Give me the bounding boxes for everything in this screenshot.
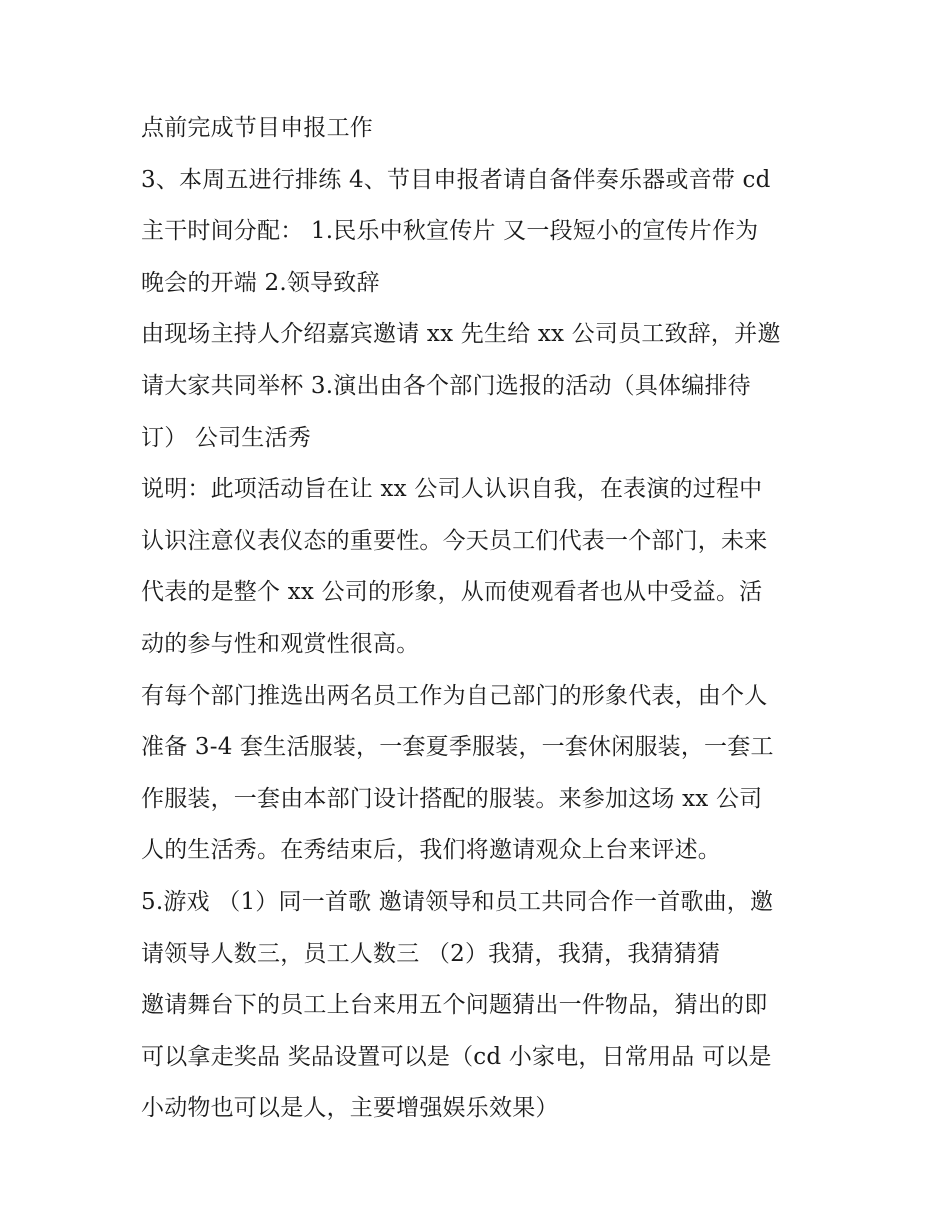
text-line: 准备 3-4 套生活服装，一套夏季服装，一套休闲服装，一套工 [141, 734, 774, 761]
text-line: 人的生活秀。在秀结束后，我们将邀请观众上台来评述。 [141, 837, 721, 864]
text-line: 晚会的开端 2.领导致辞 [141, 269, 380, 296]
text-line: 可以拿走奖品 奖品设置可以是（cd 小家电，日常用品 可以是 [141, 1043, 772, 1070]
text-line: 请领导人数三，员工人数三 （2）我猜，我猜，我猜猜猜 [141, 940, 721, 967]
text-line: 动的参与性和观赏性很高。 [141, 630, 420, 657]
text-line: 说明：此项活动旨在让 xx 公司人认识自我，在表演的过程中 [141, 476, 763, 503]
text-line: 3、本周五进行排练 4、节目申报者请自备伴奏乐器或音带 cd [141, 166, 771, 193]
text-line: 主干时间分配： 1.民乐中秋宣传片 又一段短小的宣传片作为 [141, 218, 759, 245]
text-line: 代表的是整个 xx 公司的形象，从而使观看者也从中受益。活 [141, 579, 763, 606]
text-line: 小动物也可以是人，主要增强娱乐效果） [141, 1095, 559, 1122]
text-line: 5.游戏 （1）同一首歌 邀请领导和员工共同合作一首歌曲，邀 [141, 888, 774, 915]
text-line: 由现场主持人介绍嘉宾邀请 xx 先生给 xx 公司员工致辞，并邀 [141, 321, 781, 348]
text-line: 邀请舞台下的员工上台来用五个问题猜出一件物品，猜出的即 [141, 992, 768, 1019]
text-line: 有每个部门推选出两名员工作为自己部门的形象代表，由个人 [141, 682, 768, 709]
text-line: 点前完成节目申报工作 [141, 115, 373, 141]
text-line: 请大家共同举杯 3.演出由各个部门选报的活动（具体编排待 [141, 372, 751, 399]
text-line: 订） 公司生活秀 [141, 424, 311, 451]
text-line: 作服装，一套由本部门设计搭配的服装。来参加这场 xx 公司 [141, 785, 763, 812]
document-body [141, 108, 831, 1140]
text-line: 认识注意仪表仪态的重要性。今天员工们代表一个部门，未来 [141, 527, 768, 554]
